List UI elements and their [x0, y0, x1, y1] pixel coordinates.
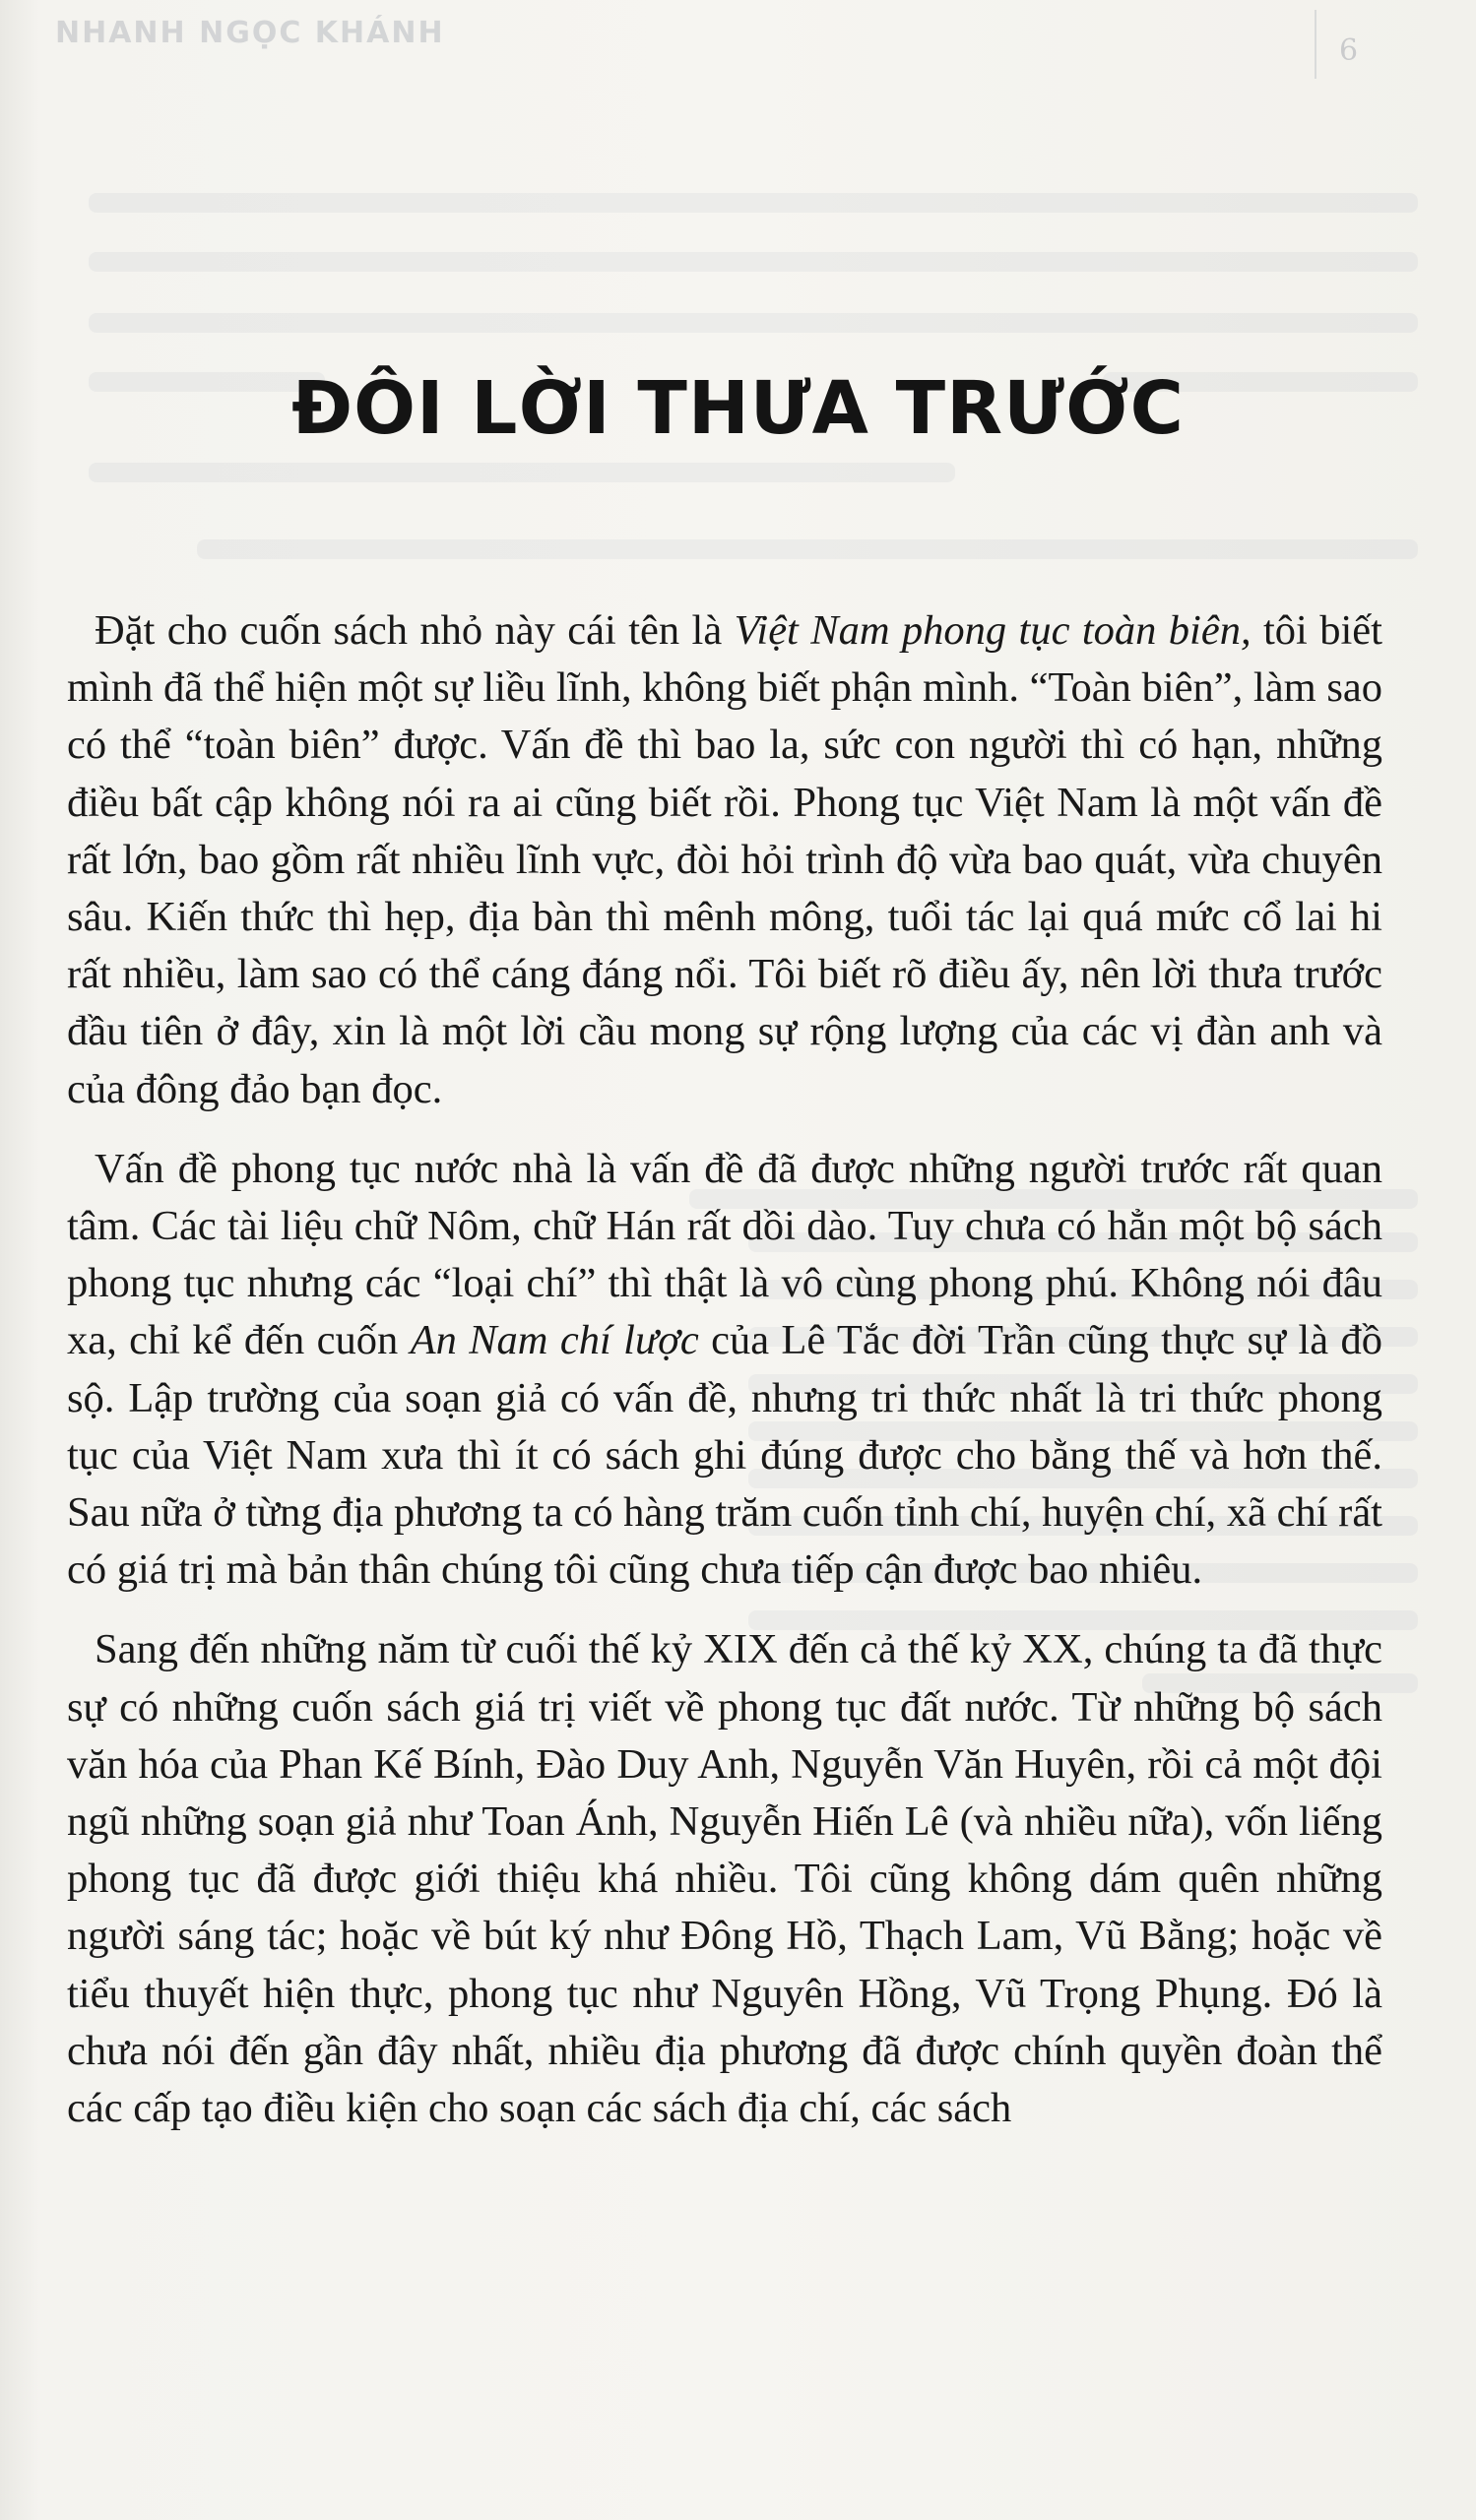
paragraph-2-text-a: Vấn đề phong tục nước nhà là vấn đề đã được những người trước rất quan tâm. Các tài liệu chữ Nôm, chữ Hán rất dồi dào. Tuy chưa có hẳn một bộ sách phong tục nhưng các “loại chí” thì thật là vô cùng phong phú. Không nói đâu xa, chỉ kể đến cuốn	[67, 1145, 1382, 1364]
header-divider	[1315, 10, 1316, 79]
book-title-italic: Việt Nam phong tục toàn biên,	[734, 607, 1251, 654]
paragraph-3	[67, 1621, 1382, 2137]
body-text	[67, 602, 1382, 2160]
running-head: NHANH NGỌC KHÁNH	[55, 16, 445, 50]
paragraph-1-text-a: Đặt cho cuốn sách nhỏ này cái tên là	[95, 607, 735, 654]
book-title-italic: An Nam chí lược	[410, 1317, 699, 1364]
paragraph-2-text-b: của Lê Tắc đời Trần cũng thực sự là đồ sộ. Lập trường của soạn giả có vấn đề, nhưng tri thức nhất là tri thức phong tục của Việt Nam xưa thì ít có sách ghi đúng được cho bằng thế và hơn thế. Sau nữa ở từng địa phương ta có hàng trăm cuốn tỉnh chí, huyện chí, xã chí rất có giá trị mà bản thân chúng tôi cũng chưa tiếp cận được bao nhiêu.	[67, 1317, 1382, 1594]
paragraph-2	[67, 1141, 1382, 1600]
paragraph-1	[67, 602, 1382, 1118]
page-number: 6	[1339, 33, 1359, 68]
chapter-title: ĐÔI LỜI THƯA TRƯỚC	[291, 366, 1185, 451]
paragraph-3-text-a: Sang đến những năm từ cuối thế kỷ XIX đến cả thế kỷ XX, chúng ta đã thực sự có những cuốn sách giá trị viết về phong tục đất nước. Từ những bộ sách văn hóa của Phan Kế Bính, Đào Duy Anh, Nguyễn Văn Huyên, rồi cả một đội ngũ những soạn giả như Toan Ánh, Nguyễn Hiến Lê (và nhiều nữa), vốn liếng phong tục đã được giới thiệu khá nhiều. Tôi cũng không dám quên những người sáng tác; hoặc về bút ký như Đông Hồ, Thạch Lam, Vũ Bằng; hoặc về tiểu thuyết hiện thực, phong tục như Nguyên Hồng, Vũ Trọng Phụng. Đó là chưa nói đến gần đây nhất, nhiều địa phương đã được chính quyền đoàn thể các cấp tạo điều kiện cho soạn các sách địa chí, các sách	[67, 1626, 1382, 2132]
paragraph-1-text-b: tôi biết mình đã thể hiện một sự liều lĩnh, không biết phận mình. “Toàn biên”, làm sao có thể “toàn biên” được. Vấn đề thì bao la, sức con người thì có hạn, những điều bất cập không nói ra ai cũng biết rồi. Phong tục Việt Nam là một vấn đề rất lớn, bao gồm rất nhiều lĩnh vực, đòi hỏi trình độ vừa bao quát, vừa chuyên sâu. Kiến thức thì hẹp, địa bàn thì mênh mông, tuổi tác lại quá mức cổ lai hi rất nhiều, làm sao có thể cáng đáng nổi. Tôi biết rõ điều ấy, nên lời thưa trước đầu tiên ở đây, xin là một lời cầu mong sự rộng lượng của các vị đàn anh và của đông đảo bạn đọc.	[67, 607, 1382, 1112]
